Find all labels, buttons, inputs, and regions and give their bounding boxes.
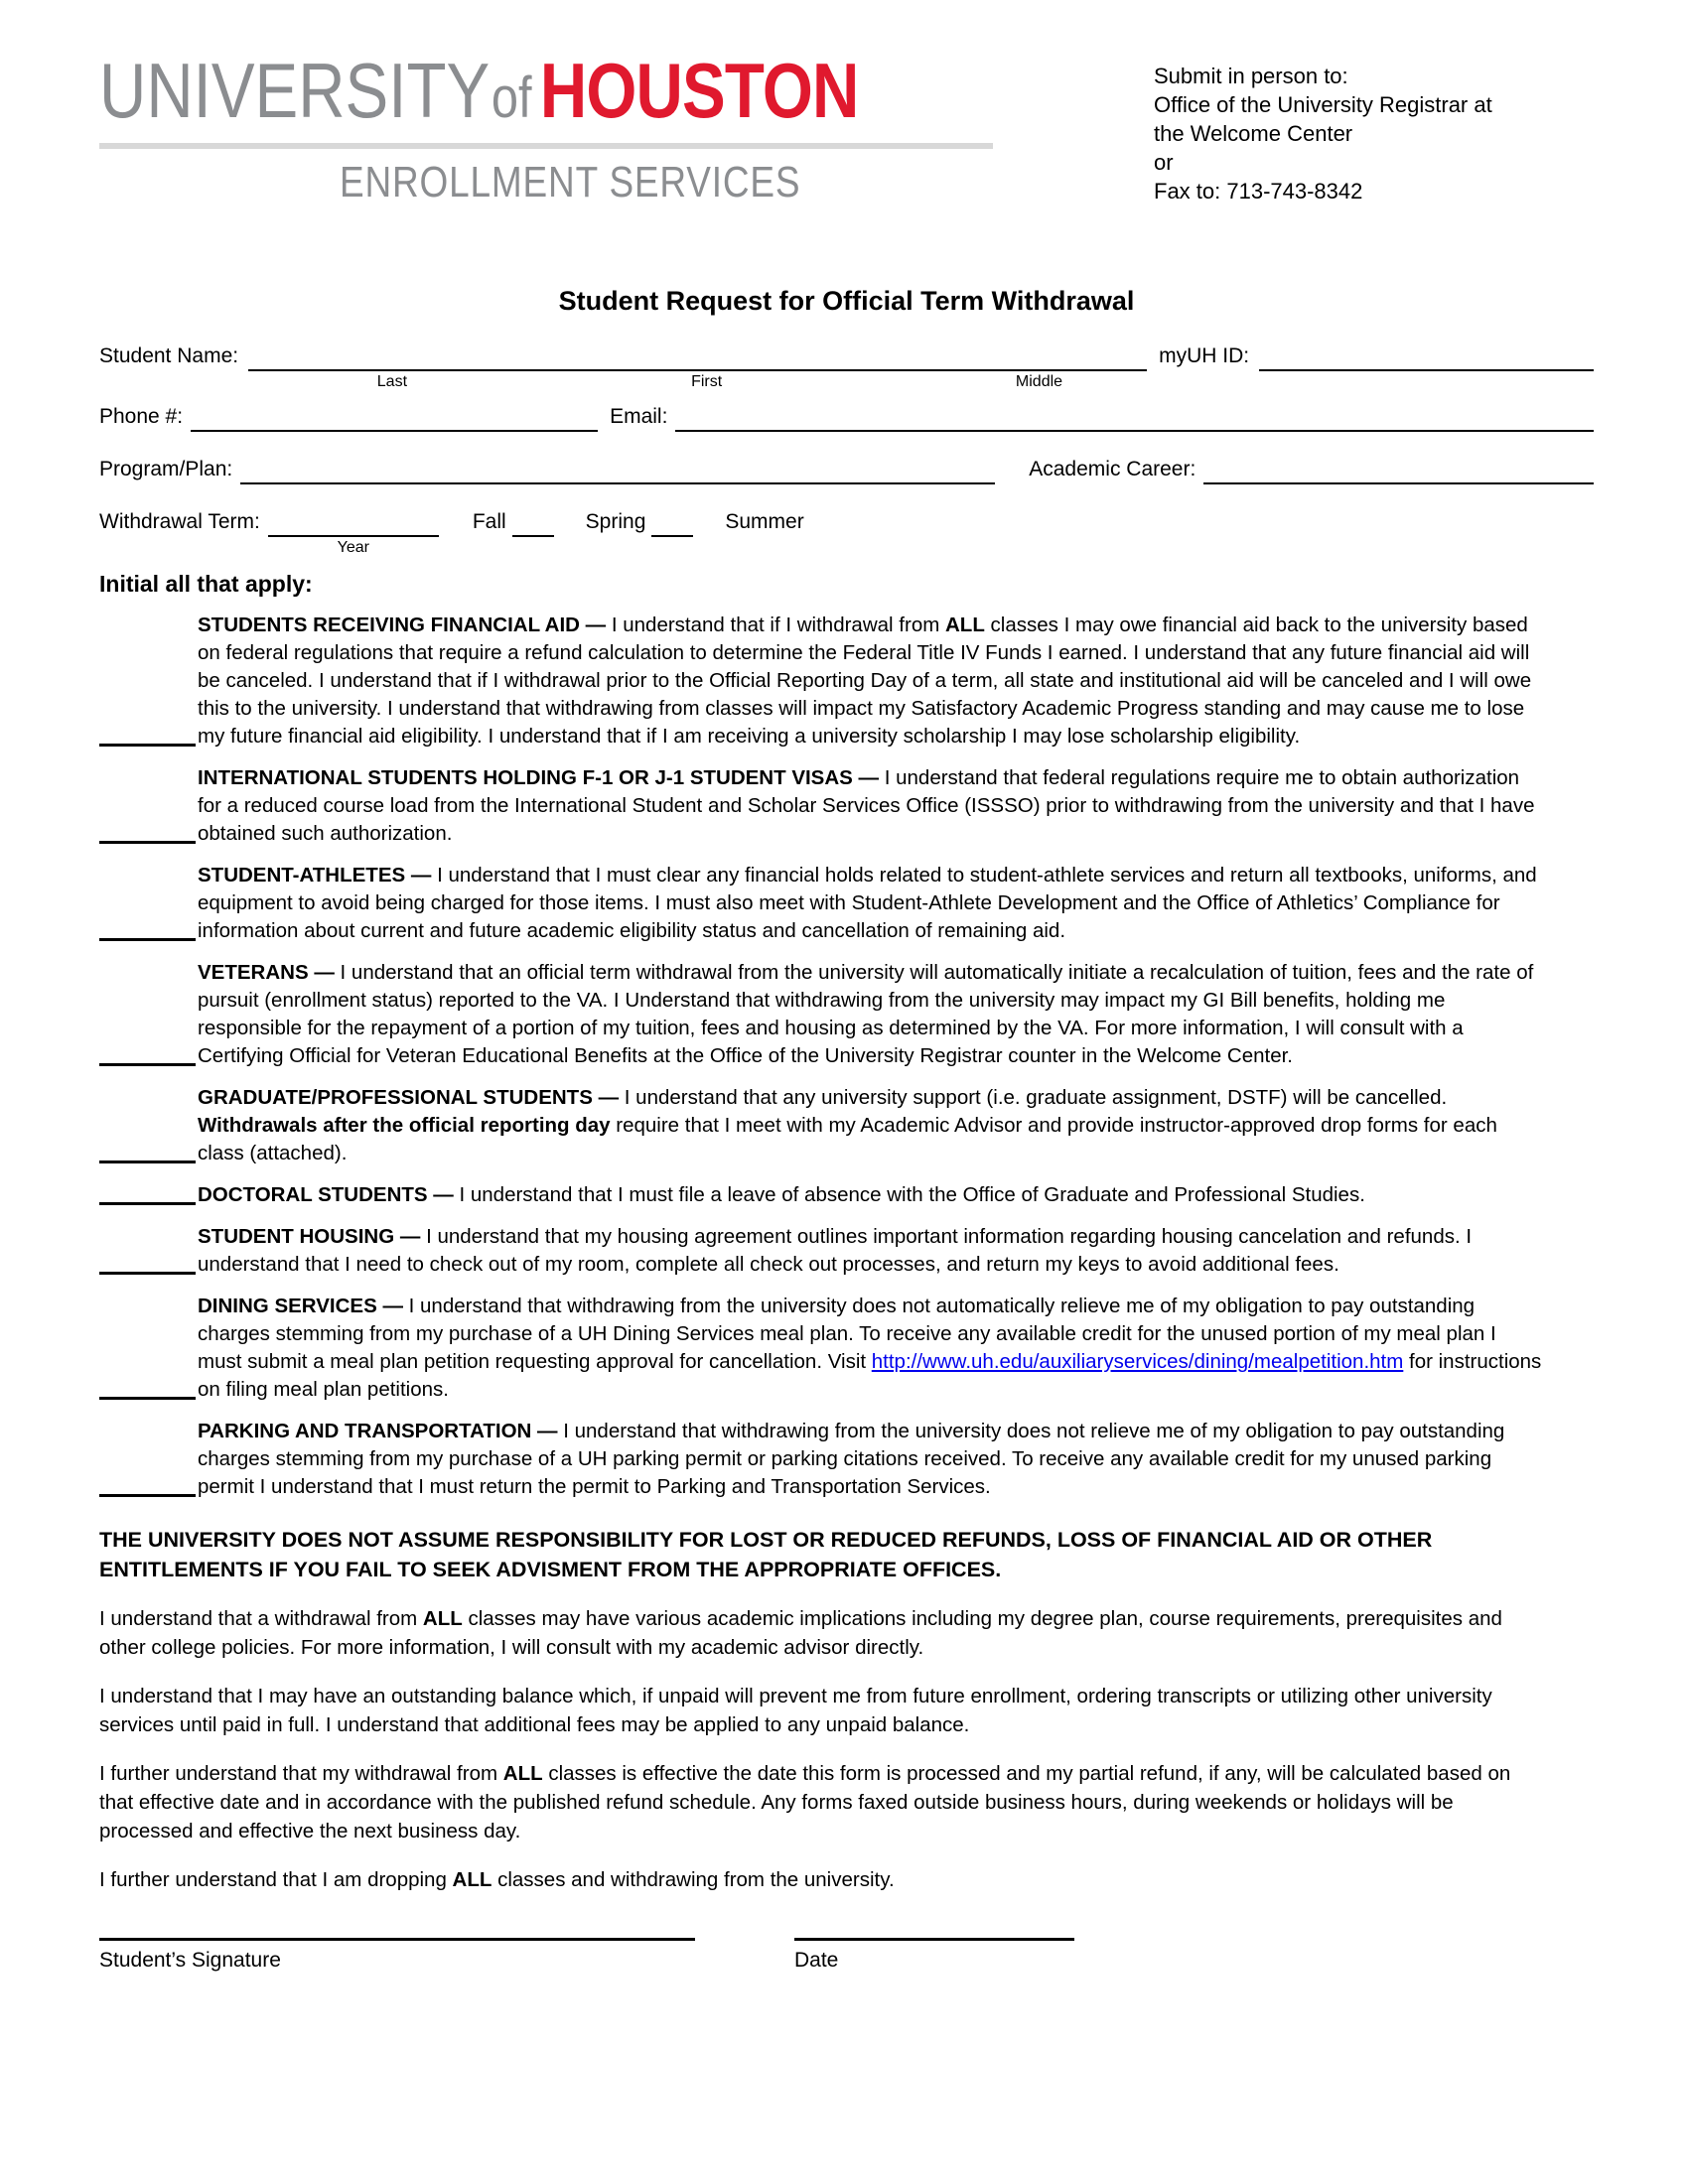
section-heading: STUDENT-ATHLETES — (198, 864, 438, 887)
withdrawal-term-label: Withdrawal Term: (99, 510, 260, 533)
submit-line: Submit in person to: (1154, 64, 1348, 88)
text-run: I understand that withdrawing from the university does not automatically relieve me of my obligation to pay outstanding charges stemming from my purchase of a UH Dining Services meal plan. To receive any available credit for the unused portion of my meal plan I must submit a meal plan petition requesting approval for cancellation. Visit (198, 1295, 1496, 1373)
text-run: I understand that I must clear any financial holds related to student-athlete services and return all textbooks, uniforms, and equipment to avoid being charged for those items. I must also meet with Student-Athlete Development and the Office of Athletics’ Compliance for information about current and future academic eligibility status and cancellation of remaining aid. (198, 864, 1537, 942)
program-row (99, 458, 1594, 484)
initial-line-dining[interactable] (99, 1397, 196, 1400)
signature-field (99, 1938, 695, 1973)
page-title: Student Request for Official Term Withdrawal (558, 286, 1135, 316)
initial-line-graduate[interactable] (99, 1160, 196, 1163)
first-name-sublabel: First (691, 373, 723, 390)
section-heading: VETERANS — (198, 961, 341, 984)
closing-paragraph-academic (99, 1604, 1529, 1662)
initial-all-heading: Initial all that apply: (99, 571, 313, 597)
closing-paragraph-effective-date (99, 1759, 1529, 1845)
contact-row (99, 405, 1594, 432)
section-heading: PARKING AND TRANSPORTATION — (198, 1420, 564, 1442)
section-doctoral-students (99, 1181, 1544, 1209)
section-graduate-professional (99, 1084, 1544, 1167)
submit-line: or (1154, 150, 1174, 175)
closing-paragraph-dropping-all (99, 1865, 1529, 1894)
section-student-housing (99, 1223, 1544, 1279)
text-run: for instructions on filing meal plan petitions. (198, 1350, 1542, 1401)
last-name-sublabel: Last (376, 373, 408, 390)
student-name-row (99, 344, 1594, 390)
student-name-line[interactable] (248, 347, 1147, 371)
section-heading: DOCTORAL STUDENTS — (198, 1183, 460, 1206)
section-international-students (99, 764, 1544, 848)
logo-divider-rule (99, 143, 993, 149)
student-name-field (248, 347, 1147, 390)
submit-line: the Welcome Center (1154, 121, 1353, 146)
logo-word-houston: HOUSTON (539, 47, 859, 134)
section-heading: INTERNATIONAL STUDENTS HOLDING F-1 OR J-1 STUDENT VISAS — (198, 766, 885, 789)
closing-paragraph-balance (99, 1682, 1529, 1739)
text-run: I further understand that my withdrawal from (99, 1762, 503, 1785)
withdrawal-term-row (99, 510, 1594, 556)
section-parking-transportation (99, 1418, 1544, 1501)
text-run: classes may have various academic implications including my degree plan, course requirements, prerequisites and other college policies. For more information, I will consult with my academic advisor directly. (99, 1607, 1502, 1659)
term-year-field (268, 513, 439, 556)
submit-line: Fax to: 713-743-8342 (1154, 179, 1363, 204)
no-responsibility-warning: THE UNIVERSITY DOES NOT ASSUME RESPONSIBILITY FOR LOST OR REDUCED REFUNDS, LOSS OF FINANCIAL AID OR OTHER ENTITLEMENTS IF YOU FAIL TO SEEK ADVISMENT FROM THE APPROPRIATE OFFICES. (99, 1528, 1433, 1581)
fall-check-line[interactable] (512, 513, 554, 537)
spring-check-line[interactable] (651, 513, 693, 537)
submit-instructions (1154, 62, 1492, 205)
date-line[interactable] (794, 1938, 1074, 1941)
logo-word-university: UNIVERSITY (99, 47, 491, 134)
date-field (794, 1938, 1074, 1973)
text-run: I further understand that I am dropping (99, 1868, 453, 1891)
section-heading: STUDENT HOUSING — (198, 1225, 427, 1248)
initial-line-housing[interactable] (99, 1272, 196, 1275)
program-label: Program/Plan: (99, 458, 233, 480)
logo-subtitle: ENROLLMENT SERVICES (340, 158, 801, 206)
text-run: I understand that if I withdrawal from (611, 614, 945, 636)
text-run: I understand that federal regulations require me to obtain authorization for a reduced course load from the International Student and Scholar Services Office (ISSSO) prior to withdrawing from the university and that I have obtained such authorization. (198, 766, 1535, 845)
text-run: classes is effective the date this form is processed and my partial refund, if any, will be calculated based on that effective date and in accordance with the published refund schedule. Any forms faxed outside business hours, during weekends or holidays will be processed and effective the next business day. (99, 1762, 1511, 1843)
text-run: classes I may owe financial aid back to the university based on federal regulations that require a refund calculation to determine the Federal Title IV Funds I earned. I understand that any future financial aid will be canceled. I understand that if I withdrawal prior to the Official Reporting Day of a term, all state and institutional aid will be canceled and I will owe this to the university. I understand that withdrawing from classes will impact my Satisfactory Academic Progress standing and may cause me to lose my future financial aid eligibility. I understand that if I am receiving a university scholarship I may lose scholarship eligibility. (198, 614, 1532, 748)
bold-text-run: ALL (945, 614, 985, 636)
section-heading: GRADUATE/PROFESSIONAL STUDENTS — (198, 1086, 625, 1109)
text-run: I understand that I may have an outstanding balance which, if unpaid will prevent me from future enrollment, ordering transcripts or utilizing other university services until paid in full. I understand that additional fees may be applied to any unpaid balance. (99, 1685, 1492, 1736)
section-dining-services (99, 1293, 1544, 1404)
text-run: I understand that an official term withdrawal from the university will automatically initiate a recalculation of tuition, fees and the rate of pursuit (enrollment status) reported to the VA. I Understand that withdrawing from the university may impact my GI Bill benefits, holding me responsible for the repayment of a portion of my tuition, fees and housing as determined by the VA. For more information, I will consult with a Certifying Official for Veteran Educational Benefits at the Office of the University Registrar counter in the Welcome Center. (198, 961, 1534, 1067)
bold-text-run: ALL (502, 1762, 543, 1785)
initial-line-parking[interactable] (99, 1494, 196, 1497)
section-financial-aid (99, 612, 1544, 751)
meal-petition-link[interactable]: http://www.uh.edu/auxiliaryservices/dining/mealpetition.htm (871, 1350, 1404, 1373)
signature-block (99, 1938, 1594, 1973)
form-header (99, 47, 1594, 256)
term-option-spring: Spring (585, 510, 646, 533)
term-year-line[interactable] (268, 513, 439, 537)
middle-name-sublabel: Middle (1015, 373, 1063, 390)
initial-line-athletes[interactable] (99, 938, 196, 941)
myuh-id-label: myUH ID: (1159, 344, 1250, 367)
section-heading: DINING SERVICES — (198, 1295, 409, 1317)
email-label: Email: (610, 405, 668, 428)
text-run: I understand that any university support (i.e. graduate assignment, DSTF) will be cancelled. (624, 1086, 1448, 1109)
student-name-label: Student Name: (99, 344, 239, 367)
text-run: classes and withdrawing from the university. (492, 1868, 895, 1891)
bold-text-run: Withdrawals after the official reporting day (198, 1114, 611, 1137)
text-run: I understand that withdrawing from the university does not relieve me of my obligation to pay outstanding charges stemming from my purchase of a UH parking permit or parking citations received. To receive any available credit for my unused parking permit I understand that I must return the permit to Parking and Transportation Services. (198, 1420, 1505, 1498)
bold-text-run: ALL (452, 1868, 492, 1891)
text-run: I understand that my housing agreement outlines important information regarding housing cancelation and refunds. I understand that I need to check out of my room, complete all check out processes, and return my keys to avoid additional fees. (198, 1225, 1473, 1276)
term-option-fall: Fall (472, 510, 506, 533)
phone-line[interactable] (191, 408, 598, 432)
initial-line-financial-aid[interactable] (99, 744, 196, 747)
initial-line-international[interactable] (99, 841, 196, 844)
text-run: require that I meet with my Academic Advisor and provide instructor-approved drop forms for each class (attached). (198, 1114, 1497, 1164)
text-run: I understand that I must file a leave of absence with the Office of Graduate and Professional Studies. (459, 1183, 1365, 1206)
section-student-athletes (99, 862, 1544, 945)
section-body (198, 961, 1533, 1067)
section-body (459, 1183, 1364, 1206)
email-line[interactable] (675, 408, 1594, 432)
academic-career-label: Academic Career: (1029, 458, 1196, 480)
signature-label: Student’s Signature (99, 1949, 281, 1972)
date-label: Date (794, 1949, 839, 1972)
signature-line[interactable] (99, 1938, 695, 1941)
initial-line-veterans[interactable] (99, 1063, 196, 1066)
initial-line-doctoral[interactable] (99, 1202, 196, 1205)
myuh-id-line[interactable] (1259, 347, 1594, 371)
term-option-summer: Summer (725, 510, 804, 533)
section-heading: STUDENTS RECEIVING FINANCIAL AID — (198, 614, 612, 636)
program-line[interactable] (240, 461, 995, 484)
submit-line: Office of the University Registrar at (1154, 92, 1492, 117)
text-run: I understand that a withdrawal from (99, 1607, 423, 1630)
phone-label: Phone #: (99, 405, 184, 428)
logo-word-of: of (491, 66, 532, 130)
bold-text-run: ALL (422, 1607, 463, 1630)
term-year-sublabel: Year (337, 539, 369, 556)
section-veterans (99, 959, 1544, 1070)
academic-career-line[interactable] (1203, 461, 1594, 484)
